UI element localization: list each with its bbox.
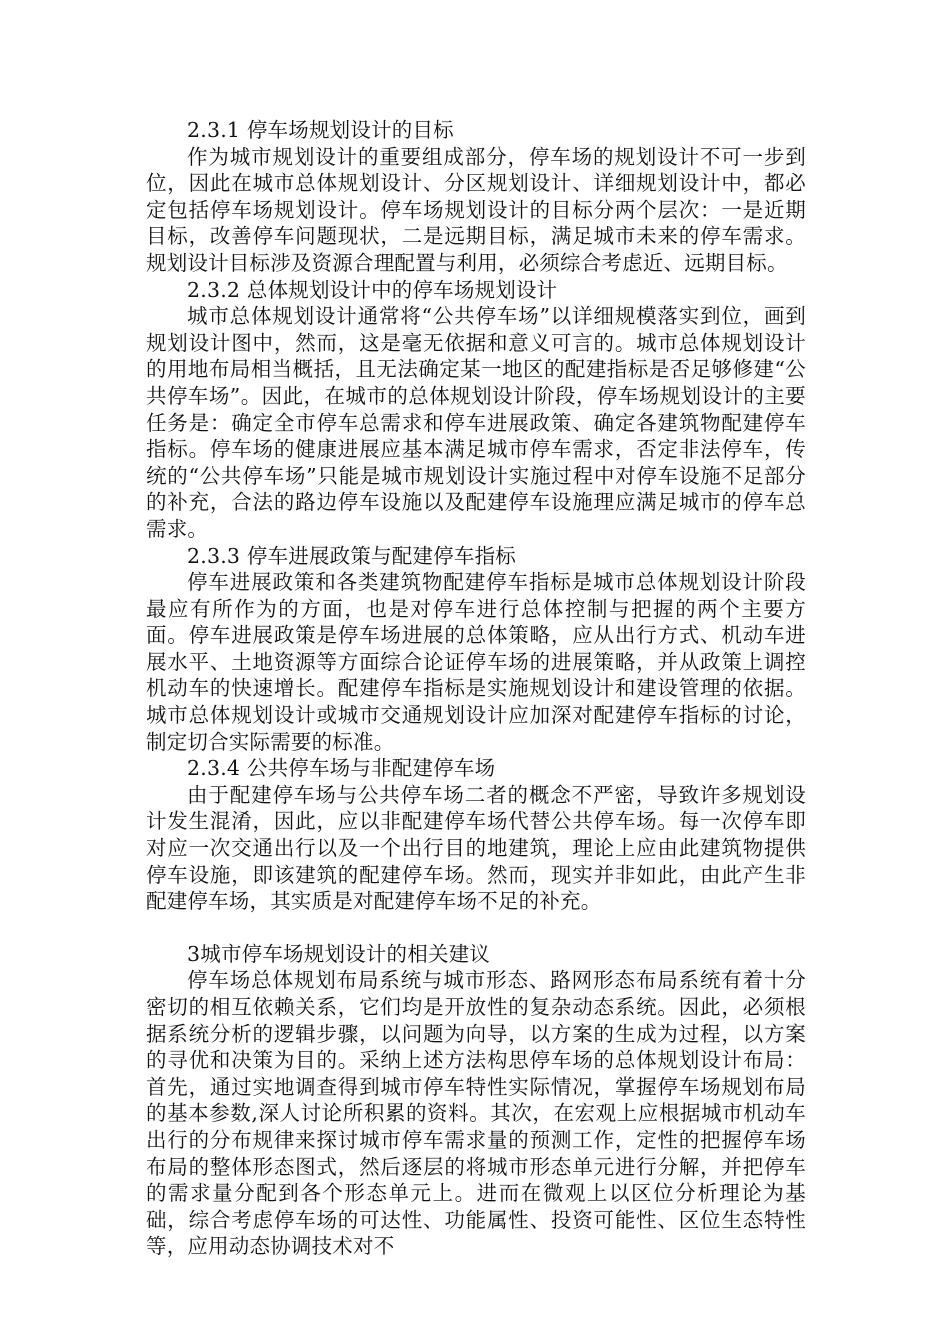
section-heading-2-3-1: 2.3.1 停车场规划设计的目标 bbox=[187, 118, 454, 142]
section-body-2-3-1: 作为城市规划设计的重要组成部分，停车场的规划设计不可一步到位，因此在城市总体规划设计、分区规划设计、详细规划设计中，都必定包括停车场规划设计。停车场规划设计的目标分两个层次：一是近期目标，改善停车问题现状，二是远期目标，满足城市未来的停车需求。规划设计目标涉及资源合理配置与利用，必须综合考虑近、远期目标。 bbox=[146, 144, 806, 275]
section-heading-2-3-4: 2.3.4 公共停车场与非配建停车场 bbox=[187, 756, 496, 781]
section-body-2-3-4: 由于配建停车场与公共停车场二者的概念不严密，导致许多规划设计发生混淆，因此，应以非配建停车场代替公共停车场。每一次停车即对应一次交通出行以及一个出行目的地建筑，理论上应由此建筑物提供停车设施，即该建筑的配建停车场。然而，现实并非如此，由此产生非配建停车场，其实质是对配建停车场不足的补充。 bbox=[146, 782, 806, 914]
section-body-2-3-2: 城市总体规划设计通常将“公共停车场”以详细规模落实到位，画到规划设计图中，然而，这是毫无依据和意义可言的。城市总体规划设计的用地布局相当概括，且无法确定某一地区的配建指标是否足够修建“公共停车场”。因此，在城市的总体规划设计阶段，停车场规划设计的主要任务是：确定全市停车总需求和停车进展政策、确定各建筑物配建停车指标。停车场的健康进展应基本满足城市停车需求，否定非法停车，传统的“公共停车场”只能是城市规划设计实施过程中对停车设施不足部分的补充，合法的路边停车设施以及配建停车设施理应满足城市的停车总需求。 bbox=[146, 304, 806, 541]
chapter-body: 停车场总体规划布局系统与城市形态、路网形态布局系统有着十分密切的相互依赖关系，它们均是开放性的复杂动态系统。因此，必须根据系统分析的逻辑步骤，以问题为向导，以方案的生成为过程，以方案的寻优和决策为目的。采纳上述方法构思停车场的总体规划设计布局：首先，通过实地调查得到城市停车特性实际情况，掌握停车场规划布局的基本参数,深人讨论所积累的资料。其次，在宏观上应根据城市机动车出行的分布规律来探讨城市停车需求量的预测工作，定性的把握停车场布局的整体形态图式，然后逐层的将城市形态单元进行分解，并把停车的需求量分配到各个形态单元上。进而在微观上以区位分析理论为基础，综合考虑停车场的可达性、功能属性、投资可能性、区位生态特性等，应用动态协调技术对不 bbox=[146, 968, 806, 1259]
section-spacer bbox=[146, 915, 806, 941]
document-page bbox=[146, 117, 806, 1260]
section-body-2-3-3: 停车进展政策和各类建筑物配建停车指标是城市总体规划设计阶段最应有所作为的方面，也是对停车进行总体控制与把握的两个主要方面。停车进展政策是停车场进展的总体策略，应从出行方式、机动车进展水平、土地资源等方面综合论证停车场的进展策略，并从政策上调控机动车的快速增长。配建停车指标是实施规划设计和建设管理的依据。城市总体规划设计或城市交通规划设计应加深对配建停车指标的讨论，制定切合实际需要的标准。 bbox=[146, 570, 806, 754]
chapter-heading: 3城市停车场规划设计的相关建议 bbox=[187, 941, 491, 966]
section-heading-2-3-2: 2.3.2 总体规划设计中的停车场规划设计 bbox=[187, 277, 558, 302]
section-heading-2-3-3: 2.3.3 停车进展政策与配建停车指标 bbox=[187, 543, 516, 568]
